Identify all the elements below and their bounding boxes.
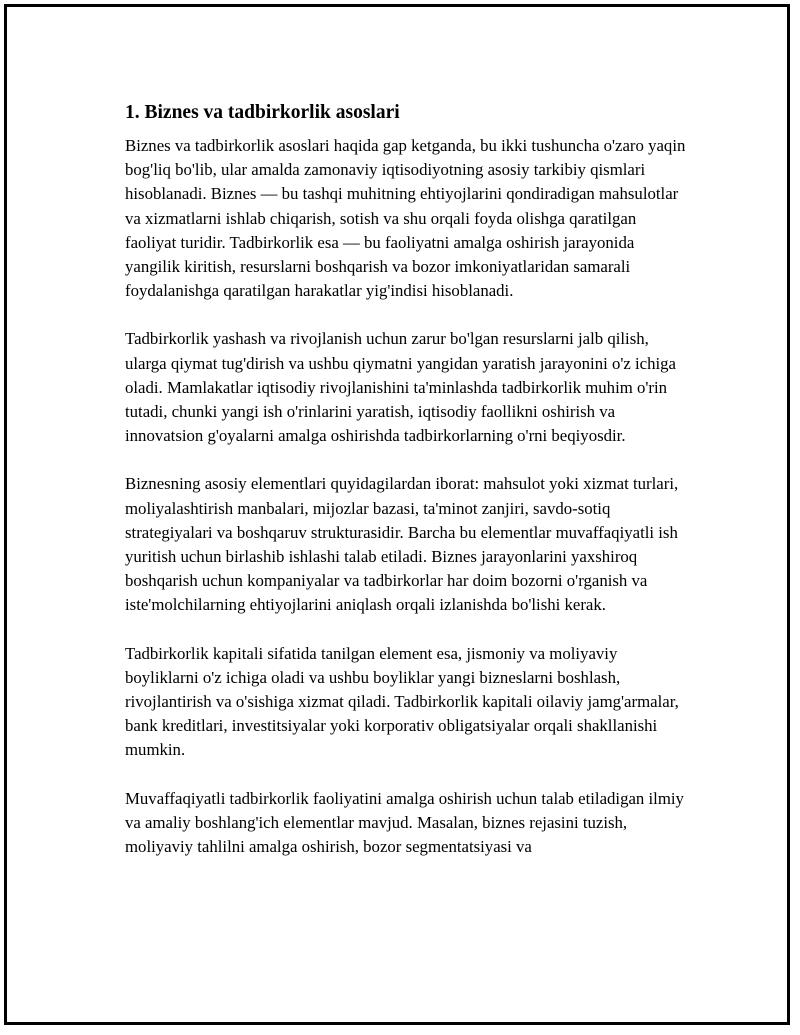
document-body <box>125 100 687 883</box>
paragraph-4: Tadbirkorlik kapitali sifatida tanilgan element esa, jismoniy va moliyaviy boyliklarni o'z ichiga oladi va ushbu boyliklar yangi bizneslarni boshlash, rivojlantirish va o'sishiga xizmat qiladi. Tadbirkorlik kapitali oilaviy jamg'armalar, bank kreditlari, investitsiyalar yoki korporativ obligatsiyalar orqali shakllanishi mumkin. <box>125 643 679 760</box>
paragraph-1: Biznes va tadbirkorlik asoslari haqida gap ketganda, bu ikki tushuncha o'zaro yaqin bog'liq bo'lib, ular amalda zamonaviy iqtisodiyotning asosiy tarkibiy qismlari hisoblanadi. Biznes — bu tashqi muhitning ehtiyojlarini qondiradigan mahsulotlar va xizmatlarni ishlab chiqarish, sotish va shu orqali foyda olishga qaratilgan faoliyat turidir. Tadbirkorlik esa — bu faoliyatni amalga oshirish jarayonida yangilik kiritish, resurslarni boshqarish va bozor imkoniyatlaridan samarali foydalanishga qaratilgan harakatlar yig'indisi hisoblanadi. <box>125 136 686 301</box>
paragraph-3: Biznesning asosiy elementlari quyidagilardan iborat: mahsulot yoki xizmat turlari, moliyalashtirish manbalari, mijozlar bazasi, ta'minot zanjiri, savdo-sotiq strategiyalari va boshqaruv strukturasidir. Barcha bu elementlar muvaffaqiyatli ish yuritish uchun birlashib ishlashi talab etiladi. Biznes jarayonlarini yaxshiroq boshqarish uchun kompaniyalar va tadbirkorlar har doim bozorni o'rganish va iste'molchilarning ehtiyojlarini aniqlash orqali izlanishda bo'lishi kerak. <box>125 474 679 615</box>
page-frame <box>4 4 790 1025</box>
section-heading: 1. Biznes va tadbirkorlik asoslari <box>125 102 400 123</box>
paragraph-2: Tadbirkorlik yashash va rivojlanish uchun zarur bo'lgan resurslarni jalb qilish, ularga qiymat tug'dirish va ushbu qiymatni yangidan yaratish jarayonini o'z ichiga oladi. Mamlakatlar iqtisodiy rivojlanishini ta'minlashda tadbirkorlik muhim o'rin tutadi, chunki yangi ish o'rinlarini yaratish, iqtisodiy faollikni oshirish va innovatsion g'oyalarni amalga oshirishda tadbirkorlarning o'rni beqiyosdir. <box>125 329 677 446</box>
paragraph-5: Muvaffaqiyatli tadbirkorlik faoliyatini amalga oshirish uchun talab etiladigan ilmiy va amaliy boshlang'ich elementlar mavjud. Masalan, biznes rejasini tuzish, moliyaviy tahlilni amalga oshirish, bozor segmentatsiyasi va <box>125 788 684 857</box>
